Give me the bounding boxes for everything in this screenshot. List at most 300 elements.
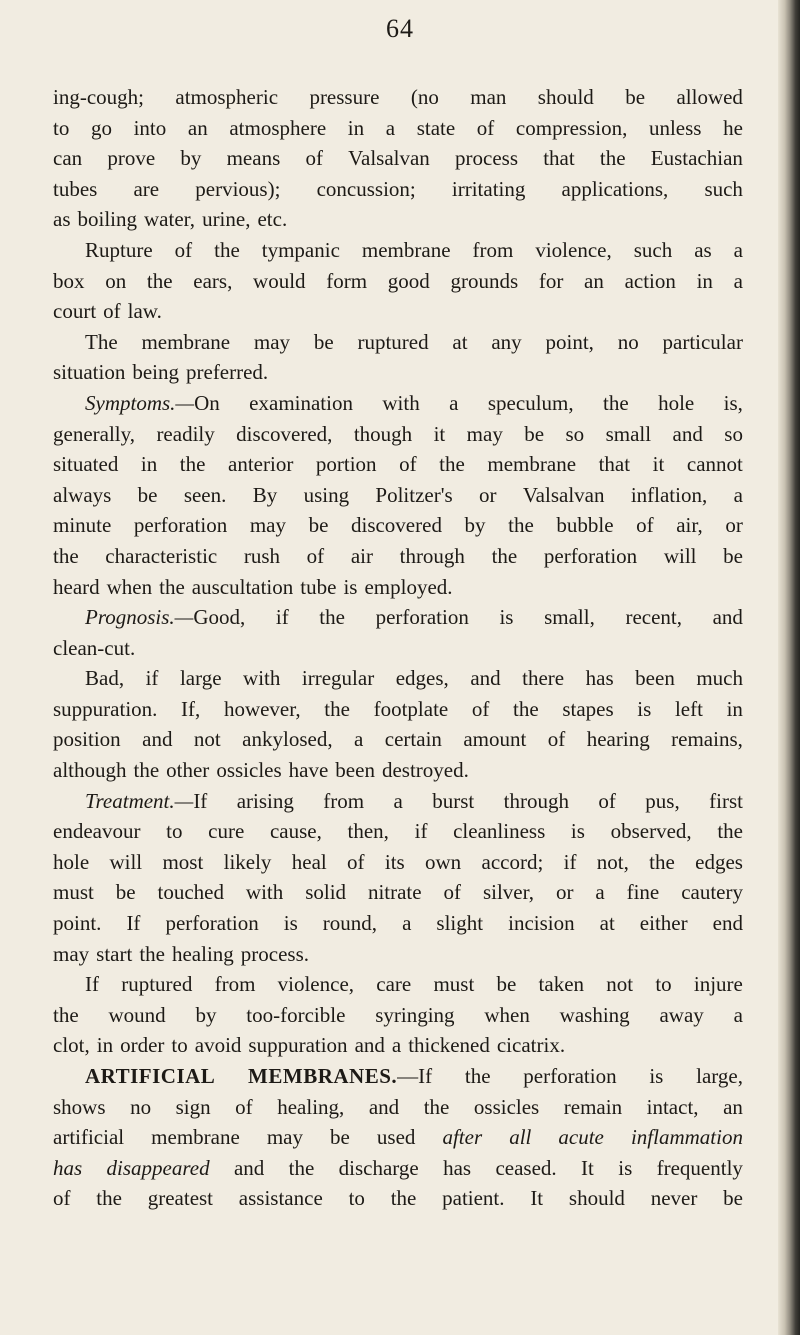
word: accord; (481, 849, 544, 874)
word: such (633, 237, 673, 262)
word: however, (223, 696, 301, 721)
word: go (90, 115, 112, 140)
word: By (252, 482, 278, 507)
word: a (733, 268, 743, 293)
word: most (162, 849, 204, 874)
word: is (649, 1064, 664, 1088)
text-line (53, 908, 743, 939)
word: position (53, 727, 121, 752)
word: the (324, 696, 350, 721)
word: unless (648, 115, 702, 140)
page-number: 64 (386, 14, 414, 43)
word: a (402, 911, 412, 936)
text-line (53, 113, 743, 144)
word: in (347, 115, 365, 140)
text-line (53, 786, 743, 817)
word: the (603, 390, 629, 415)
text-line (53, 1183, 743, 1214)
word: must (53, 880, 94, 905)
word: ossicles (216, 758, 282, 783)
word: characteristic (105, 543, 218, 568)
word: its (384, 849, 405, 874)
word: perforation (523, 1064, 617, 1088)
page-edge-shadow (778, 0, 800, 1335)
word: from (214, 972, 256, 997)
word: of (476, 115, 495, 140)
word: particular (662, 329, 743, 354)
word: If, (181, 696, 201, 721)
word: ruptured (357, 329, 429, 354)
word: destroyed. (381, 758, 469, 783)
word: on (105, 268, 127, 293)
word: large, (696, 1064, 743, 1088)
word: perforation (133, 513, 228, 538)
word: shows (53, 1094, 106, 1119)
word: seen. (183, 482, 227, 507)
word: the (53, 1002, 79, 1027)
word: process (455, 146, 518, 171)
word: large (179, 666, 222, 691)
word: and (142, 727, 173, 752)
word: never (650, 1186, 698, 1211)
word: minute (53, 513, 112, 538)
word: situation (53, 360, 126, 385)
text-line (53, 357, 743, 388)
word: of (636, 513, 654, 538)
word: generally, (53, 421, 136, 446)
text-line (53, 1122, 743, 1153)
word: be (723, 1186, 743, 1211)
word: Politzer's (375, 482, 453, 507)
word: If (85, 972, 99, 997)
word: too-forcible (246, 1002, 346, 1027)
word: not (193, 727, 221, 752)
word: membrane (141, 329, 231, 354)
word: solid (305, 880, 347, 905)
word: end (712, 911, 743, 936)
text-line (53, 419, 743, 450)
word: may (266, 1125, 303, 1150)
word: may (466, 421, 503, 446)
word: will (109, 849, 143, 874)
word: It (581, 1155, 594, 1180)
word: by (195, 1002, 217, 1027)
text-line (53, 755, 743, 786)
word: by (180, 146, 202, 171)
word: is (283, 911, 298, 936)
word: air, (676, 513, 703, 538)
word: acute (558, 1125, 604, 1150)
word: the (513, 696, 539, 721)
word: taken (538, 972, 585, 997)
text-line (53, 572, 743, 603)
word: if (275, 605, 289, 630)
word: is (570, 819, 585, 844)
word: irregular (301, 666, 375, 691)
word: pressure (309, 85, 380, 109)
text-line (53, 174, 743, 205)
word: and (672, 421, 703, 446)
word: to (348, 1186, 365, 1211)
text-line (53, 633, 743, 664)
word: frequently (656, 1155, 743, 1180)
word: ears, (193, 268, 233, 293)
word: thickened (408, 1033, 490, 1058)
word: that (543, 146, 575, 171)
word: Bad, (85, 666, 125, 691)
word: membrane (151, 1125, 240, 1150)
word: of (443, 880, 462, 905)
word: a (733, 237, 743, 262)
word: tube (300, 574, 337, 599)
text-line (53, 724, 743, 755)
text-line (53, 235, 743, 266)
word: or (555, 880, 574, 905)
word: and (712, 605, 743, 630)
word: perforation (165, 911, 259, 936)
word: court (53, 299, 97, 324)
word: cannot (686, 452, 743, 477)
word: be (496, 972, 517, 997)
word: heard (53, 574, 100, 599)
word: If (126, 911, 141, 936)
word: auscultation (191, 574, 294, 599)
word: point, (545, 329, 594, 354)
word: incision (508, 911, 575, 936)
word: Treatment.—If (85, 788, 208, 813)
word: of (471, 696, 490, 721)
word: ceased. (495, 1155, 557, 1180)
word: the (390, 1186, 417, 1211)
word: of (399, 452, 417, 477)
word: have (288, 758, 329, 783)
word: ankylosed, (242, 727, 333, 752)
word: preferred. (186, 360, 269, 385)
word: then, (347, 819, 389, 844)
word: and (233, 1155, 265, 1180)
word: a (733, 482, 743, 507)
word: grounds (450, 268, 519, 293)
word: boiling (77, 207, 138, 232)
word: no (130, 1094, 152, 1119)
word: in (726, 696, 743, 721)
text-line (53, 1061, 743, 1092)
word: heal (291, 849, 327, 874)
word: be (330, 1125, 350, 1150)
word: the (319, 605, 345, 630)
word: and (470, 666, 501, 691)
word: employed. (364, 574, 453, 599)
word: Eustachian (650, 146, 743, 171)
word: when (106, 574, 153, 599)
word: it (433, 421, 446, 446)
word: an (187, 115, 208, 140)
word: be (723, 543, 743, 568)
word: with (245, 880, 284, 905)
word: small, (544, 605, 595, 630)
word: to (171, 1033, 188, 1058)
word: box (53, 268, 85, 293)
word: hole (53, 849, 90, 874)
word: an (723, 1094, 743, 1119)
word: tubes (53, 176, 98, 201)
word: urine, (202, 207, 251, 232)
text-line (53, 847, 743, 878)
word: first (709, 788, 743, 813)
word: ARTIFICIAL (85, 1064, 216, 1088)
text-line (53, 82, 743, 113)
text-line (53, 510, 743, 541)
word: endeavour (53, 819, 141, 844)
word: no (617, 329, 639, 354)
word: cicatrix. (496, 1033, 566, 1058)
word: if (414, 819, 428, 844)
word: fine (626, 880, 660, 905)
word: any (491, 329, 522, 354)
word: left (674, 696, 703, 721)
word: the (96, 1186, 122, 1211)
word: of (53, 1186, 71, 1211)
word: Symptoms.—On (85, 390, 220, 415)
word: cautery (681, 880, 743, 905)
word: a (595, 880, 605, 905)
word: assistance (238, 1186, 323, 1211)
word: be (115, 880, 136, 905)
word: in (96, 1033, 114, 1058)
word: cleanliness (453, 819, 546, 844)
word: greatest (147, 1186, 214, 1211)
word: membrane (361, 237, 451, 262)
word: of (547, 727, 566, 752)
text-line (53, 480, 743, 511)
word: if (563, 849, 577, 874)
word: be (313, 329, 334, 354)
text-line (53, 816, 743, 847)
word: irritating (451, 176, 526, 201)
word: bubble (556, 513, 614, 538)
word: away (659, 1002, 704, 1027)
text-line (53, 296, 743, 327)
word: is (343, 574, 358, 599)
word: there (522, 666, 565, 691)
word: has (443, 1155, 472, 1180)
word: footplate (373, 696, 449, 721)
word: care (376, 972, 412, 997)
text-line (53, 449, 743, 480)
word: may (253, 329, 291, 354)
word: intact, (646, 1094, 699, 1119)
word: a (449, 390, 459, 415)
word: washing (559, 1002, 630, 1027)
word: may (249, 513, 286, 538)
word: he (723, 115, 743, 140)
word: tympanic (261, 237, 340, 262)
word: slight (436, 911, 484, 936)
word: being (132, 360, 179, 385)
word: as (694, 237, 712, 262)
text-line (53, 143, 743, 174)
word: suppuration (248, 1033, 348, 1058)
word: atmospheric (175, 85, 279, 109)
word: of (306, 543, 325, 568)
word: hole (658, 390, 695, 415)
word: atmosphere (229, 115, 327, 140)
word: after (442, 1125, 483, 1150)
word: injure (693, 972, 743, 997)
word: form (326, 268, 368, 293)
word: process. (240, 941, 310, 966)
word: start (96, 941, 133, 966)
word: the (508, 513, 534, 538)
word: may (53, 941, 90, 966)
word: been (635, 666, 675, 691)
word: remains, (671, 727, 743, 752)
word: of (103, 299, 121, 324)
word: pervious); (195, 176, 281, 201)
word: examination (249, 390, 353, 415)
word: or (479, 482, 497, 507)
word: for (538, 268, 564, 293)
word: been (335, 758, 375, 783)
text-line (53, 1030, 743, 1061)
word: artificial (53, 1125, 125, 1150)
word: not, (596, 849, 629, 874)
text-line (53, 204, 743, 235)
word: patient. (442, 1186, 505, 1211)
word: round, (322, 911, 378, 936)
word: used (376, 1125, 416, 1150)
text-line (53, 877, 743, 908)
word: ing-cough; (53, 85, 144, 109)
word: state (416, 115, 456, 140)
text-line (53, 327, 743, 358)
text-line (53, 1153, 743, 1184)
word: so (724, 421, 743, 446)
word: and (368, 1094, 400, 1119)
word: through (399, 543, 465, 568)
word: has (53, 1155, 83, 1180)
word: if (145, 666, 159, 691)
word: sign (175, 1094, 211, 1119)
word: violence, (535, 237, 612, 262)
word: healing, (277, 1094, 345, 1119)
word: anterior (228, 452, 294, 477)
word: an (584, 268, 604, 293)
word: the (53, 543, 79, 568)
word: cure (208, 819, 245, 844)
word: be (524, 421, 545, 446)
word: a (354, 727, 364, 752)
word: applications, (561, 176, 669, 201)
text-line (53, 541, 743, 572)
word: syringing (375, 1002, 455, 1027)
word: by (464, 513, 486, 538)
word: a (385, 115, 396, 140)
word: all (509, 1125, 532, 1150)
word: inflammation (630, 1125, 743, 1150)
word: can (53, 146, 83, 171)
word: be (625, 85, 646, 109)
word: as (53, 207, 71, 232)
word: situated (53, 452, 119, 477)
word: portion (315, 452, 377, 477)
text-line (53, 1000, 743, 1031)
word: air (350, 543, 373, 568)
word: should (568, 1186, 625, 1211)
word: the (717, 819, 743, 844)
text-line (53, 694, 743, 725)
word: although (53, 758, 127, 783)
word: action (624, 268, 676, 293)
word: the (159, 574, 185, 599)
text-line (53, 663, 743, 694)
word: from (472, 237, 514, 262)
word: in (140, 452, 158, 477)
word: suppuration. (53, 696, 158, 721)
word: own (425, 849, 462, 874)
word: discovered, (236, 421, 333, 446)
word: much (696, 666, 743, 691)
word: to (166, 819, 183, 844)
word: from (323, 788, 365, 813)
word: to (655, 972, 672, 997)
word: Valsalvan (348, 146, 430, 171)
word: and (354, 1033, 385, 1058)
word: the (146, 268, 173, 293)
word: point. (53, 911, 102, 936)
word: the (214, 237, 240, 262)
word: discharge (338, 1155, 419, 1180)
word: perforation (375, 605, 469, 630)
word: the (179, 452, 206, 477)
word: the (464, 1064, 491, 1088)
word: so (565, 421, 585, 446)
word: is (618, 1155, 633, 1180)
word: are (133, 176, 160, 201)
word: Valsalvan (522, 482, 605, 507)
word: MEMBRANES.—If (248, 1064, 433, 1088)
word: be (137, 482, 158, 507)
word: of (598, 788, 616, 813)
word: with (382, 390, 420, 415)
word: pus, (645, 788, 680, 813)
word: certain (384, 727, 442, 752)
word: is (499, 605, 514, 630)
word: the (423, 1094, 450, 1119)
word: such (704, 176, 743, 201)
word: (no (410, 85, 439, 109)
word: at (599, 911, 615, 936)
word: cause, (269, 819, 322, 844)
word: order (120, 1033, 165, 1058)
word: that (598, 452, 631, 477)
word: at (452, 329, 468, 354)
word: is, (723, 390, 743, 415)
word: discovered (350, 513, 442, 538)
word: hearing (586, 727, 650, 752)
text-line (53, 939, 743, 970)
word: through (503, 788, 569, 813)
word: either (639, 911, 688, 936)
word: a (391, 1033, 402, 1058)
word: perforation (543, 543, 638, 568)
word: disappeared (106, 1155, 210, 1180)
word: with (243, 666, 281, 691)
word: into (133, 115, 167, 140)
word: edges (695, 849, 743, 874)
word: wound (108, 1002, 166, 1027)
word: etc. (257, 207, 288, 232)
